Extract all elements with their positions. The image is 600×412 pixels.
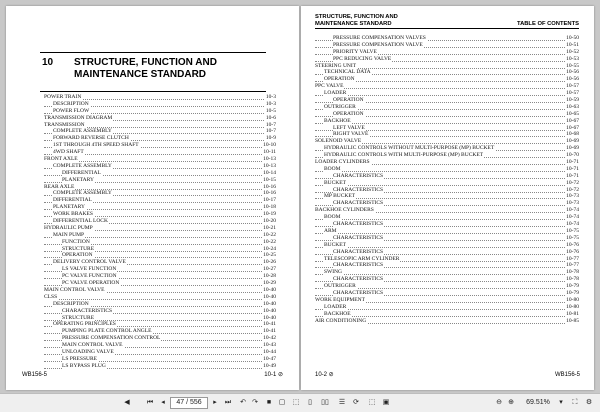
- toc-leader-dots: [315, 166, 579, 172]
- fullscreen-icon[interactable]: ⛶: [572, 399, 578, 406]
- toc-entry-page: 10-74: [566, 207, 579, 214]
- header-toc-label: TABLE OF CONTENTS: [516, 20, 579, 27]
- toc-entry-page: 10-16: [263, 190, 276, 197]
- toc-entry[interactable]: [315, 118, 579, 125]
- toc-entry-page: 10-5: [265, 107, 276, 114]
- toc-entry-label: BOOM: [324, 165, 341, 172]
- toc-entry[interactable]: [315, 276, 579, 283]
- toc-entry-label: LS VALVE FUNCTION: [62, 266, 117, 273]
- toc-entry-page: 10-68: [566, 131, 579, 138]
- toc-entry-page: 10-59: [566, 97, 579, 104]
- toc-leader-dots: [315, 242, 579, 248]
- toc-entry[interactable]: [44, 225, 276, 232]
- toc-entry-label: FUNCTION: [62, 238, 90, 245]
- toc-entry-page: 10-40: [263, 300, 276, 307]
- toc-entry-page: 10-50: [566, 35, 579, 41]
- toc-entry-page: 10-7: [265, 121, 276, 128]
- toc-entry-label: HYDRAULIC CONTROLS WITHOUT MULTI-PURPOSE (MP) BUCKET: [324, 145, 495, 152]
- toc-entry[interactable]: [315, 290, 579, 297]
- toc-entry-label: ARM: [324, 227, 337, 234]
- settings-icon[interactable]: ⚙: [585, 399, 593, 406]
- toc-entry[interactable]: [315, 242, 579, 249]
- toc-leader-dots: [315, 118, 579, 124]
- toc-entry-page: 10-71: [566, 165, 579, 172]
- toc-entry-label: FORWARD REVERSE CLUTCH: [53, 135, 129, 142]
- toc-entry-label: MP BUCKET: [324, 193, 356, 200]
- toc-entry[interactable]: [44, 211, 276, 218]
- toc-entry-page: 10-73: [566, 193, 579, 200]
- toc-leader-dots: [315, 214, 579, 220]
- toc-entry-label: OPERATION: [62, 252, 93, 259]
- toc-entry[interactable]: [44, 122, 276, 129]
- toc-entry-page: 10-51: [566, 41, 579, 48]
- toc-entry-label: DELIVERY CONTROL VALVE: [53, 259, 126, 266]
- toc-leader-dots: [315, 180, 579, 186]
- toc-entry[interactable]: [315, 49, 579, 56]
- toc-entry-page: 10-41: [263, 321, 276, 328]
- toc-entry-page: 10-81: [566, 310, 579, 317]
- toc-entry-label: LS BYPASS PLUG: [62, 362, 106, 369]
- toc-entry-label: AIR CONDITIONING: [315, 317, 367, 324]
- toc-entry-page: 10-76: [566, 248, 579, 255]
- toc-entry-page: 10-7: [265, 128, 276, 135]
- toc-entry-page: 10-40: [263, 286, 276, 293]
- toc-entry[interactable]: [315, 56, 579, 63]
- toc-entry-page: 10-73: [566, 200, 579, 207]
- toc-entry[interactable]: [44, 142, 276, 149]
- toc-entry-page: 10-19: [263, 211, 276, 218]
- toc-entry-label: MAIN CONTROL VALVE: [44, 286, 105, 293]
- header-title-line1: STRUCTURE, FUNCTION AND: [315, 14, 398, 20]
- toc-entry-page: 10-21: [263, 224, 276, 231]
- toc-entry[interactable]: [44, 315, 276, 322]
- toc-entry-page: 10-49: [263, 362, 276, 369]
- zoom-out-icon[interactable]: ⊖: [496, 399, 502, 406]
- toc-entry-label: PRIORITY VALVE: [333, 48, 377, 55]
- left-page: [6, 6, 299, 390]
- page-number-input[interactable]: 47 / 556: [170, 397, 208, 409]
- toc-entry[interactable]: [315, 90, 579, 97]
- toc-entry-page: 10-75: [566, 234, 579, 241]
- toc-entry-page: 10-67: [566, 124, 579, 131]
- toc-entry-label: CHARACTERISTICS: [333, 186, 384, 193]
- fit-page-icon[interactable]: ▢: [278, 399, 286, 406]
- toc-entry-label: DESCRIPTION: [53, 100, 89, 107]
- toc-entry[interactable]: [315, 311, 579, 318]
- select-icon[interactable]: ⬚: [368, 399, 376, 406]
- toc-entry-page: 10-9: [265, 135, 276, 142]
- toc-entry-label: PRESSURE COMPENSATION VALVE: [333, 41, 423, 48]
- toc-entry-page: 10-77: [566, 255, 579, 262]
- section-title: STRUCTURE, FUNCTION AND MAINTENANCE STANDARD: [74, 57, 217, 80]
- first-page-icon[interactable]: ⏮: [146, 399, 154, 406]
- zoom-in-icon[interactable]: ⊕: [508, 399, 514, 406]
- snapshot-icon[interactable]: ▣: [382, 399, 390, 406]
- prev-icon[interactable]: ◀: [124, 399, 130, 406]
- fit-width-icon[interactable]: ⬚: [292, 399, 300, 406]
- toc-list-right: [315, 35, 579, 324]
- toc-entry-page: 10-44: [263, 348, 276, 355]
- toc-entry[interactable]: [44, 266, 276, 273]
- back-icon[interactable]: ↶: [240, 399, 246, 406]
- toc-entry[interactable]: [44, 328, 276, 335]
- toc-entry-label: STRUCTURE: [62, 245, 95, 252]
- toc-entry-label: DIFFERENTIAL LOCK: [53, 218, 108, 225]
- toc-entry[interactable]: [315, 111, 579, 118]
- toc-entry[interactable]: [315, 304, 579, 311]
- toc-entry-label: CHARACTERISTICS: [333, 172, 384, 179]
- toc-entry-page: 10-85: [566, 317, 579, 324]
- toc-entry-label: DIFFERENTIAL: [53, 197, 92, 204]
- toc-entry[interactable]: [315, 228, 579, 235]
- toc-entry-label: COMPLETE ASSEMBLY: [53, 190, 112, 197]
- toc-entry[interactable]: [44, 239, 276, 246]
- toc-entry-label: BUCKET: [324, 241, 346, 248]
- toc-entry-label: BUCKET: [324, 179, 346, 186]
- toc-entry-page: 10-41: [263, 328, 276, 335]
- toc-entry-label: TRANSMISSION: [44, 121, 85, 128]
- toc-entry-page: 10-57: [566, 83, 579, 90]
- toc-entry-page: 10-14: [263, 169, 276, 176]
- toc-entry-label: LOADER: [324, 90, 347, 97]
- toc-entry[interactable]: [315, 207, 579, 214]
- toc-entry-page: 10-27: [263, 266, 276, 273]
- stop-icon[interactable]: ■: [266, 399, 272, 406]
- toc-entry-page: 10-16: [263, 183, 276, 190]
- toc-entry[interactable]: [44, 246, 276, 253]
- toc-entry[interactable]: [315, 193, 579, 200]
- toc-entry[interactable]: [44, 204, 276, 211]
- toc-entry[interactable]: [315, 283, 579, 290]
- toc-entry-page: 10-6: [265, 114, 276, 121]
- toc-entry-label: OPERATING PRINCIPLES: [53, 321, 116, 328]
- toc-entry-page: 10-69: [566, 145, 579, 152]
- toc-leader-dots: [315, 83, 579, 89]
- toc-entry[interactable]: [315, 214, 579, 221]
- toc-entry[interactable]: [44, 252, 276, 259]
- bottom-toolbar: [0, 393, 600, 412]
- toc-leader-dots: [315, 311, 579, 317]
- toc-entry[interactable]: [315, 269, 579, 276]
- toc-entry-label: LOADER CYLINDERS: [315, 159, 370, 166]
- toc-entry-page: 10-20: [263, 218, 276, 225]
- toc-entry-label: PC VALVE OPERATION: [62, 280, 120, 287]
- toc-entry-label: HYDRAULIC CONTROLS WITH MULTI-PURPOSE (MP) BUCKET: [324, 152, 484, 159]
- toc-entry[interactable]: [44, 128, 276, 135]
- toc-entry-page: 10-52: [566, 48, 579, 55]
- toc-entry-page: 10-53: [566, 55, 579, 62]
- zoom-dropdown-icon[interactable]: ▾: [559, 399, 563, 406]
- toc-entry-page: 10-79: [566, 289, 579, 296]
- toc-entry-label: CHARACTERISTICS: [333, 262, 384, 269]
- toc-entry-label: CLSS: [44, 293, 58, 300]
- toc-entry[interactable]: [315, 173, 579, 180]
- toc-list-left: [44, 94, 276, 370]
- toc-entry-label: MAIN PUMP: [53, 231, 85, 238]
- toc-entry[interactable]: [44, 218, 276, 225]
- toc-entry-page: 10-56: [566, 69, 579, 76]
- toc-entry-page: 10-78: [566, 276, 579, 283]
- toc-entry-label: REAR AXLE: [44, 183, 75, 190]
- toc-entry-label: PRESSURE COMPENSATION VALVES: [333, 35, 426, 41]
- toc-entry[interactable]: [44, 184, 276, 191]
- single-page-icon[interactable]: ▯: [308, 399, 312, 406]
- toc-entry[interactable]: [44, 163, 276, 170]
- toc-entry-page: 10-69: [566, 138, 579, 145]
- toc-entry-label: LEFT VALVE: [333, 124, 365, 131]
- toc-entry[interactable]: [44, 321, 276, 328]
- toc-entry[interactable]: [315, 42, 579, 49]
- toc-entry[interactable]: [44, 356, 276, 363]
- toc-entry-label: PPC VALVE: [315, 83, 344, 90]
- toc-entry-page: 10-75: [566, 227, 579, 234]
- toc-entry-page: 10-13: [263, 156, 276, 163]
- toc-entry-label: COMPLETE ASSEMBLY: [53, 162, 112, 169]
- toc-entry-page: 10-74: [566, 221, 579, 228]
- footer-page-number: 10-1 ⊘: [264, 372, 283, 378]
- toc-entry-page: 10-26: [263, 259, 276, 266]
- toc-entry-page: 10-11: [263, 149, 276, 156]
- toc-entry-label: FRONT AXLE: [44, 156, 78, 163]
- toc-entry-label: TECHNICAL DATA: [324, 69, 371, 76]
- toc-entry-page: 10-18: [263, 204, 276, 211]
- toc-entry[interactable]: [44, 108, 276, 115]
- toc-entry-page: 10-22: [263, 231, 276, 238]
- toc-entry[interactable]: [315, 249, 579, 256]
- section-number: 10: [42, 57, 54, 68]
- toc-entry[interactable]: [315, 235, 579, 242]
- toc-entry-label: OPERATION: [333, 97, 364, 104]
- toc-entry-label: HYDRAULIC PUMP: [44, 224, 93, 231]
- forward-icon[interactable]: ↷: [252, 399, 258, 406]
- next-page-icon[interactable]: ▸: [213, 399, 217, 406]
- toc-entry-label: PUMPING PLATE CONTROL ANGLE: [62, 328, 152, 335]
- toc-entry[interactable]: [44, 335, 276, 342]
- toc-entry-page: 10-24: [263, 245, 276, 252]
- toc-entry-label: BACKHOE: [324, 117, 351, 124]
- toc-entry-label: COMPLETE ASSEMBLY: [53, 128, 112, 135]
- toc-entry-page: 10-71: [566, 159, 579, 166]
- toc-entry-label: LS PRESSURE: [62, 355, 97, 362]
- toc-entry-label: OUTRIGGER: [324, 283, 356, 290]
- toc-entry[interactable]: [315, 256, 579, 263]
- toc-entry[interactable]: [44, 294, 276, 301]
- toc-entry-page: 10-79: [566, 283, 579, 290]
- toc-entry[interactable]: [315, 221, 579, 228]
- toc-entry-page: 10-74: [566, 214, 579, 221]
- toc-entry-page: 10-80: [566, 303, 579, 310]
- toc-entry[interactable]: [44, 190, 276, 197]
- toc-entry[interactable]: [315, 297, 579, 304]
- toc-entry-label: OPERATION: [333, 110, 364, 117]
- toc-entry-label: CHARACTERISTICS: [333, 200, 384, 207]
- toc-entry-page: 10-55: [566, 62, 579, 69]
- toc-entry[interactable]: [315, 180, 579, 187]
- toc-leader-dots: [315, 228, 579, 234]
- toc-entry-label: SWING: [324, 269, 343, 276]
- toc-entry[interactable]: [315, 131, 579, 138]
- right-page: [301, 6, 594, 390]
- toc-entry[interactable]: [315, 35, 579, 42]
- toc-entry[interactable]: [44, 94, 276, 101]
- toc-entry-page: 10-65: [566, 110, 579, 117]
- toc-entry[interactable]: [44, 363, 276, 370]
- header-title-line2: MAINTENANCE STANDARD: [315, 20, 392, 27]
- toc-entry[interactable]: [315, 318, 579, 325]
- toc-entry-page: 10-76: [566, 241, 579, 248]
- toc-entry-label: PLANETARY: [62, 176, 94, 183]
- toc-entry-label: 1ST THROUGH 4TH SPEED SHAFT: [53, 142, 139, 149]
- toc-entry[interactable]: [44, 170, 276, 177]
- toc-entry-page: 10-13: [263, 162, 276, 169]
- toc-entry-label: CHARACTERISTICS: [333, 276, 384, 283]
- toc-entry-label: BACKHOE CYLINDERS: [315, 207, 374, 214]
- toc-entry-page: 10-63: [566, 103, 579, 110]
- toc-entry-label: STEERING UNIT: [315, 62, 357, 69]
- toc-entry[interactable]: [315, 63, 579, 70]
- toc-entry[interactable]: [44, 280, 276, 287]
- toc-entry[interactable]: [315, 69, 579, 76]
- footer-model: WB156-5: [554, 372, 580, 378]
- toc-entry[interactable]: [44, 287, 276, 294]
- toc-entry-page: 10-71: [566, 172, 579, 179]
- toc-entry[interactable]: [44, 259, 276, 266]
- section-header: [40, 52, 266, 92]
- two-page-icon[interactable]: ▯▯: [321, 399, 329, 406]
- toc-entry[interactable]: [315, 159, 579, 166]
- toc-entry-label: POWER FLOW: [53, 107, 90, 114]
- toc-entry-label: WORK BRAKES: [53, 211, 93, 218]
- toc-entry-page: 10-10: [263, 142, 276, 149]
- toc-entry[interactable]: [44, 349, 276, 356]
- toc-entry-page: 10-28: [263, 273, 276, 280]
- toc-leader-dots: [44, 156, 276, 162]
- toc-entry-label: BOOM: [324, 214, 341, 221]
- toc-leader-dots: [315, 90, 579, 96]
- toc-entry-label: TRANSMISSION DIAGRAM: [44, 114, 113, 121]
- toc-leader-dots: [44, 184, 276, 190]
- toc-entry-label: SOLENOID VALVE: [315, 138, 362, 145]
- toc-entry[interactable]: [44, 342, 276, 349]
- toc-entry-page: 10-70: [566, 152, 579, 159]
- toc-entry-page: 10-80: [566, 296, 579, 303]
- toc-leader-dots: [315, 269, 579, 275]
- toc-entry[interactable]: [44, 135, 276, 142]
- toc-entry[interactable]: [44, 308, 276, 315]
- toc-entry-label: CHARACTERISTICS: [62, 307, 113, 314]
- toc-leader-dots: [44, 294, 276, 300]
- toc-entry-label: 4WD SHAFT: [53, 149, 84, 156]
- footer-page-number: 10-2 ⊘: [315, 372, 334, 378]
- toc-entry-page: 10-67: [566, 117, 579, 124]
- toc-entry[interactable]: [315, 104, 579, 111]
- last-page-icon[interactable]: ⏭: [224, 399, 232, 406]
- toc-entry-label: LOADER: [324, 303, 347, 310]
- toc-entry[interactable]: [315, 152, 579, 159]
- toc-entry[interactable]: [44, 156, 276, 163]
- toc-entry-page: 10-72: [566, 186, 579, 193]
- toc-entry[interactable]: [315, 262, 579, 269]
- toc-entry-page: 10-78: [566, 269, 579, 276]
- toc-entry[interactable]: [315, 83, 579, 90]
- toc-entry-label: PLANETARY: [53, 204, 85, 211]
- toc-entry-page: 10-17: [263, 197, 276, 204]
- rotate-icon[interactable]: ⟳: [353, 399, 359, 406]
- toc-entry-label: BACKHOE: [324, 310, 351, 317]
- toc-entry[interactable]: [44, 232, 276, 239]
- toc-entry[interactable]: [44, 115, 276, 122]
- toc-entry-page: 10-57: [566, 90, 579, 97]
- toc-entry[interactable]: [315, 125, 579, 132]
- toc-entry-label: DIFFERENTIAL: [62, 169, 101, 176]
- running-header: [315, 14, 579, 29]
- toc-entry-label: PPC REDUCING VALVE: [333, 55, 392, 62]
- continuous-icon[interactable]: ☰: [338, 399, 346, 406]
- toc-entry-label: PC VALVE FUNCTION: [62, 273, 117, 280]
- toc-entry-page: 10-3: [265, 94, 276, 100]
- toc-entry-label: PRESSURE COMPENSATION CONTROL: [62, 335, 161, 342]
- toc-entry-label: DESCRIPTION: [53, 300, 89, 307]
- toc-entry[interactable]: [315, 97, 579, 104]
- toc-entry-label: CHARACTERISTICS: [333, 289, 384, 296]
- toc-entry-page: 10-3: [265, 100, 276, 107]
- toc-entry-label: UNLOADING VALVE: [62, 348, 114, 355]
- toc-entry[interactable]: [315, 76, 579, 83]
- toc-entry-page: 10-42: [263, 335, 276, 342]
- zoom-level[interactable]: 69.51%: [526, 399, 550, 406]
- toc-entry[interactable]: [315, 166, 579, 173]
- toc-entry[interactable]: [44, 301, 276, 308]
- toc-entry-label: CHARACTERISTICS: [333, 234, 384, 241]
- toc-entry-page: 10-25: [263, 252, 276, 259]
- toc-leader-dots: [315, 304, 579, 310]
- toc-entry-page: 10-22: [263, 238, 276, 245]
- toc-entry-label: STRUCTURE: [62, 314, 95, 321]
- toc-entry-label: TELESCOPIC ARM CYLINDER: [324, 255, 400, 262]
- toc-entry-label: RIGHT VALVE: [333, 131, 369, 138]
- toc-entry-page: 10-72: [566, 179, 579, 186]
- toc-entry-page: 10-40: [263, 307, 276, 314]
- toc-entry[interactable]: [44, 177, 276, 184]
- toc-entry-label: POWER TRAIN: [44, 94, 82, 100]
- toc-entry[interactable]: [315, 187, 579, 194]
- previous-page-icon[interactable]: ◂: [161, 399, 165, 406]
- toc-entry[interactable]: [44, 101, 276, 108]
- footer-model: WB156-5: [22, 372, 48, 378]
- toc-entry-label: MAIN CONTROL VALVE: [62, 342, 123, 349]
- toc-entry-label: CHARACTERISTICS: [333, 248, 384, 255]
- toc-entry[interactable]: [44, 197, 276, 204]
- toc-entry-page: 10-77: [566, 262, 579, 269]
- toc-entry-page: 10-40: [263, 314, 276, 321]
- toc-entry-page: 10-29: [263, 280, 276, 287]
- toc-entry-label: WORK EQUIPMENT: [315, 296, 365, 303]
- toc-entry-label: CHARACTERISTICS: [333, 221, 384, 228]
- toc-entry[interactable]: [44, 273, 276, 280]
- toc-entry[interactable]: [44, 149, 276, 156]
- toc-entry-page: 10-47: [263, 355, 276, 362]
- toc-entry-label: OUTRIGGER: [324, 103, 356, 110]
- toc-entry-page: 10-15: [263, 176, 276, 183]
- toc-entry[interactable]: [315, 200, 579, 207]
- toc-entry-page: 10-43: [263, 342, 276, 349]
- toc-entry-label: OPERATION: [324, 76, 355, 83]
- toc-entry-page: 10-56: [566, 76, 579, 83]
- toc-entry-page: 10-40: [263, 293, 276, 300]
